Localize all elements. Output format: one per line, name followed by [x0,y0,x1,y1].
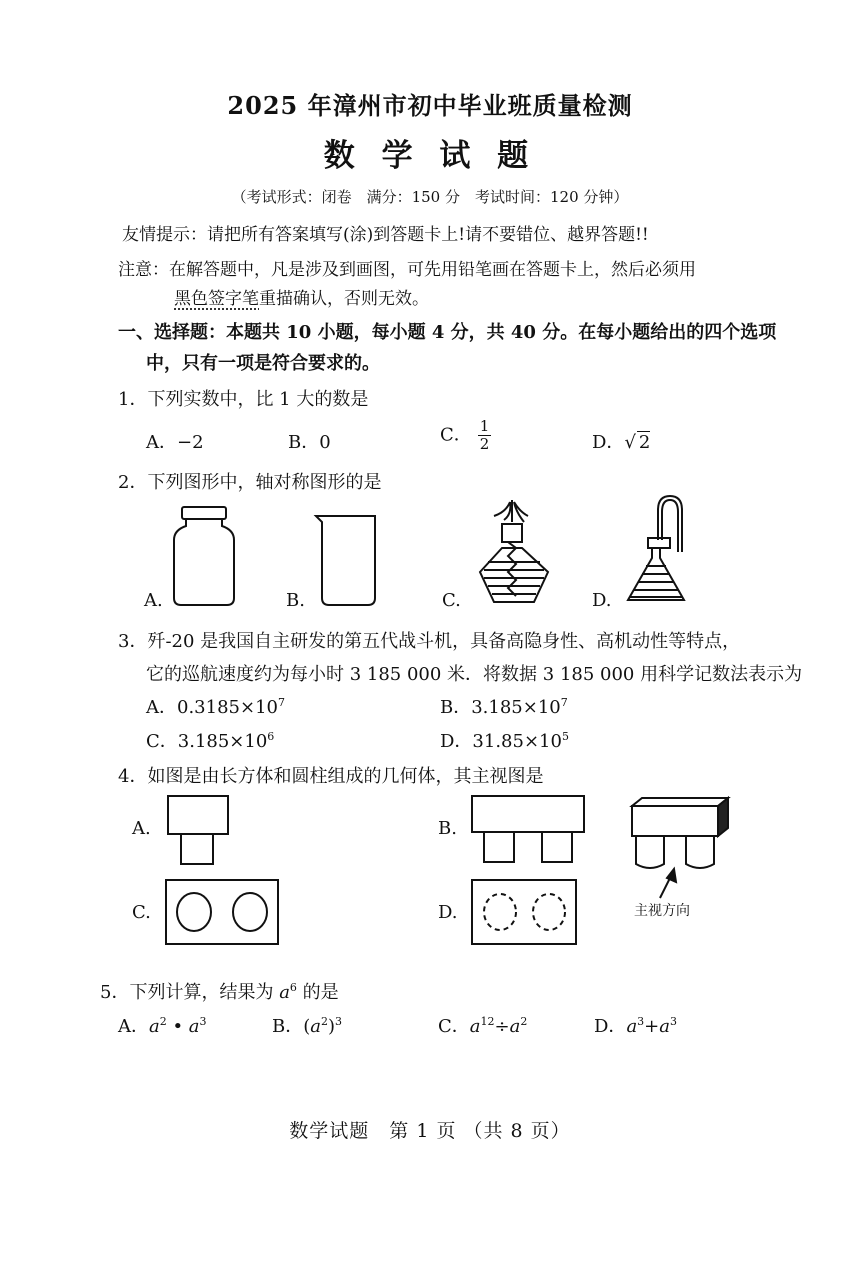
q1-option-c-label: C． [440,424,472,446]
view-direction-arrow-icon [660,869,676,898]
q5-option-b [272,1012,342,1038]
q5-a-var-1: a [149,1016,160,1037]
question-5-stem [100,978,339,1004]
q5-a-var-2: a [188,1016,200,1037]
q5-d-label: D． [594,1016,627,1037]
q5-b-label: B． [272,1016,304,1037]
q5-option-a [118,1012,207,1038]
q5-c-exp-1: 12 [480,1015,495,1028]
q4-label-b: B. [438,818,457,839]
q5-d-exp-1: 3 [637,1015,645,1028]
q5-a-label: A． [118,1016,149,1037]
q4-label-c: C. [132,902,151,923]
q2-label-c: C. [442,590,461,611]
q5-b-var: a [310,1016,321,1037]
q4-option-a-view [168,796,228,864]
friendly-tip: 友情提示：请把所有答案填写(涂)到答题卡上!请不要错位、越界答题!! [122,225,649,245]
q4-option-c-view [166,880,278,944]
q5-d-exp-2: 3 [670,1015,677,1028]
note-line-1: 注意：在解答题中，凡是涉及到画图，可先用铅笔画在答题卡上，然后必须用 [118,260,696,280]
q5-b-lparen: ( [303,1016,311,1037]
q5-d-var-2: a [659,1016,670,1037]
q4-label-d: D. [438,902,458,923]
q2-label-d: D. [592,590,612,611]
q3-option-d-exp: 5 [561,730,569,743]
q1-fraction-numerator: 1 [479,417,490,435]
note-line-2-rest: 重描确认，否则无效。 [259,289,429,309]
q3-option-a-base: A．0.3185×10 [146,697,278,718]
question-2-stem: 2．下列图形中，轴对称图形的是 [118,472,382,493]
q2-label-b: B. [286,590,305,611]
page-footer: 数学试题 第 1 页 （共 8 页） [289,1120,571,1142]
q5-a-dot: • [166,1016,189,1037]
q4-option-d-view [472,880,576,944]
question-3-stem-1: 3．歼-20 是我国自主研发的第五代战斗机，具备高隐身性、高机动性等特点， [118,631,741,652]
q5-c-label: C． [438,1016,470,1037]
question-4-stem: 4．如图是由长方体和圆柱组成的几何体，其主视图是 [118,766,544,787]
q1-option-b: B．0 [288,432,331,453]
section-1-heading: 一、选择题：本题共 10 小题，每小题 4 分，共 40 分。在每小题给出的四个选项 [118,322,777,343]
q5-b-rparen: ) [328,1016,336,1037]
q2-label-a: A. [144,590,163,611]
q5-option-d [594,1012,677,1038]
q5-c-var-1: a [469,1016,481,1037]
q5-c-var-2: a [509,1016,521,1037]
sqrt-icon: √ [624,432,636,453]
exam-info: （考试形式：闭卷 满分：150 分 考试时间：120 分钟） [231,188,629,206]
q1-option-d-label: D． [592,432,625,453]
q1-radicand: 2 [638,432,651,453]
q3-option-c-base: C．3.185×10 [146,731,268,752]
question-1-stem: 1．下列实数中，比 1 大的数是 [118,389,369,410]
q5-stem-suffix: 的是 [296,982,339,1003]
q5-stem-prefix: 5．下列计算，结果为 [100,982,280,1003]
q5-c-div: ÷ [494,1016,510,1037]
q4-solid-figure-icon [632,798,728,868]
q5-stem-var: a [279,982,290,1003]
note-emphasis: 黑色签字笔 [174,289,259,309]
q3-option-b-exp: 7 [560,696,568,709]
q5-a-exp-1: 2 [159,1015,167,1028]
q3-option-a-exp: 7 [277,696,285,709]
q5-d-plus: + [644,1016,660,1037]
q5-b-exp-inner: 2 [321,1015,328,1028]
q5-a-exp-2: 3 [199,1015,207,1028]
question-3-stem-2: 它的巡航速度约为每小时 3 185 000 米．将数据 3 185 000 用科学记数法表示为 [146,664,803,685]
q4-label-a: A. [132,818,151,839]
q5-b-exp-outer: 3 [335,1015,343,1028]
q3-option-b-base: B．3.185×10 [440,697,561,718]
view-direction-label: 主视方向 [634,903,690,919]
q3-option-c-exp: 6 [267,730,275,743]
q5-option-c [438,1012,527,1038]
exam-title: 2025 年漳州市初中毕业班质量检测 [227,91,633,120]
q3-option-d-base: D．31.85×10 [440,731,562,752]
q4-option-b-view [472,796,584,862]
q1-fraction-denominator: 2 [479,435,490,453]
q1-option-a: A．−2 [146,432,204,453]
q5-d-var-1: a [626,1016,638,1037]
subject-title: 数 学 试 题 [323,138,537,174]
q5-c-exp-2: 2 [520,1015,528,1028]
section-1-heading-cont: 中，只有一项是符合要求的。 [146,353,380,374]
q5-stem-exp: 6 [289,981,297,994]
